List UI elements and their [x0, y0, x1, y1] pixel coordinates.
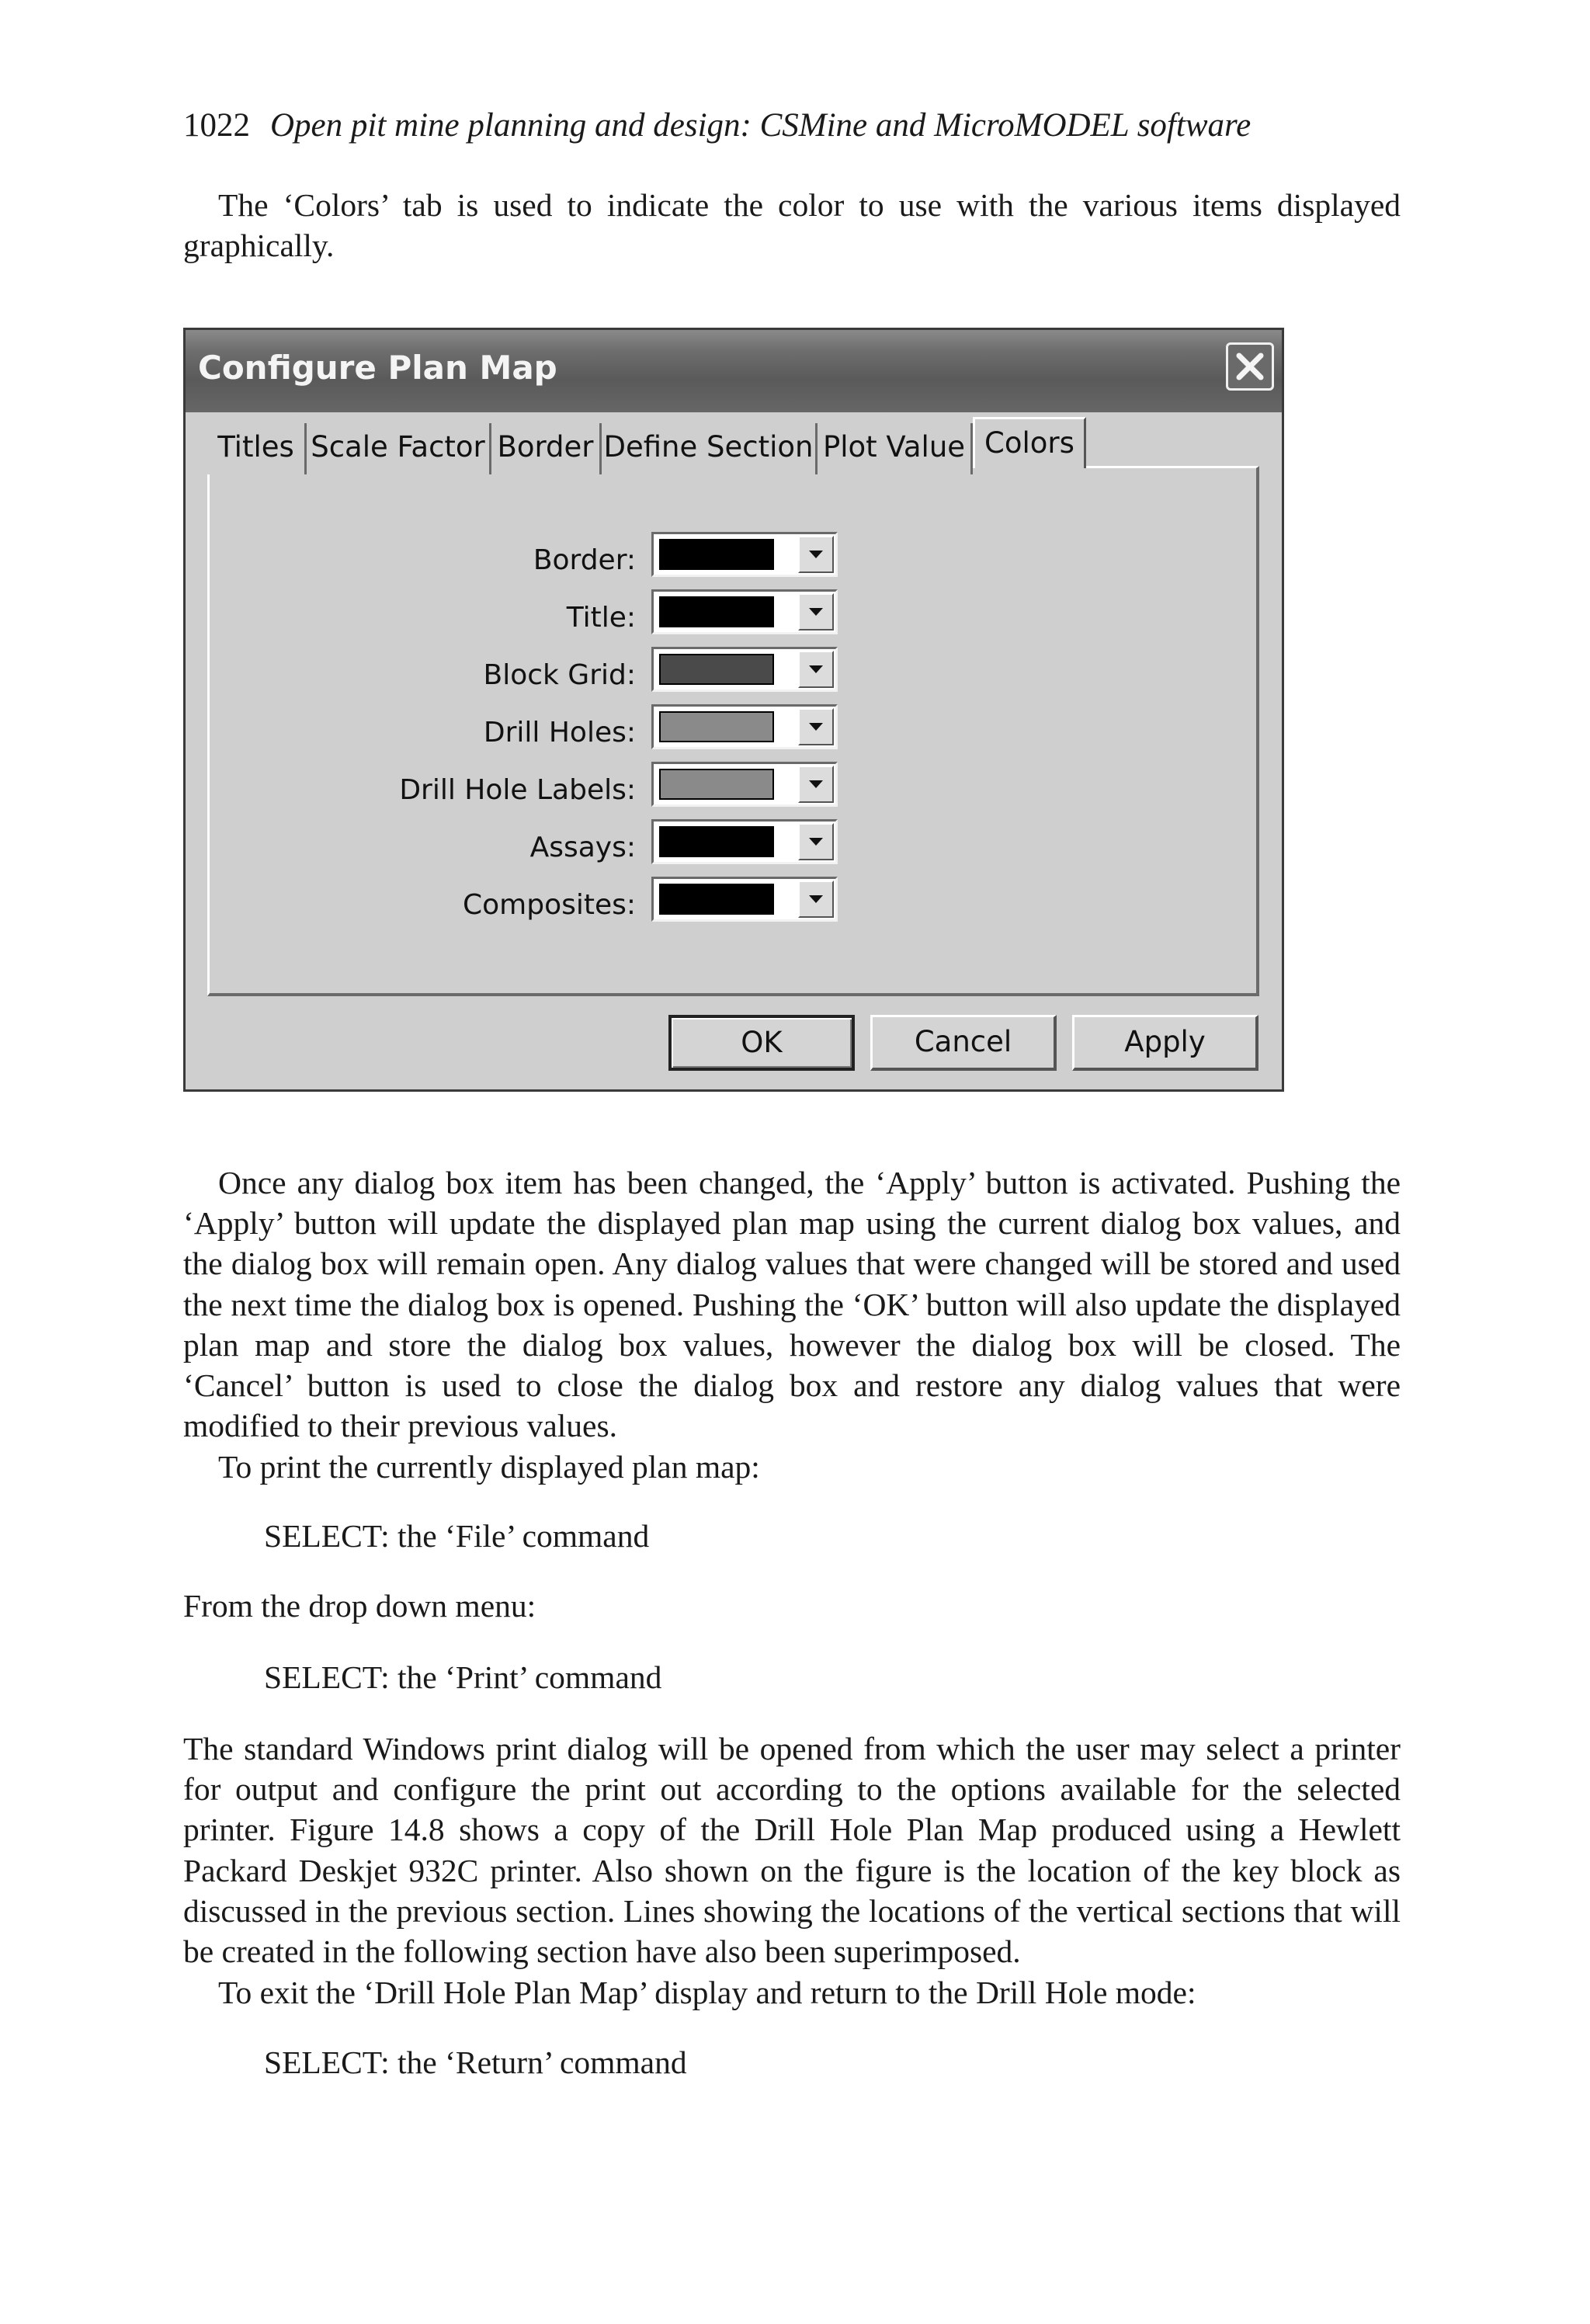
dialog-title: Configure Plan Map [198, 349, 557, 387]
border-color-select[interactable] [651, 532, 838, 577]
chevron-down-icon[interactable] [798, 881, 834, 918]
command-return: SELECT: the ‘Return’ command [264, 2044, 687, 2080]
tab-border[interactable]: Border [491, 423, 602, 474]
drill-holes-color-select[interactable] [651, 704, 838, 749]
command-file: SELECT: the ‘File’ command [264, 1518, 650, 1554]
label-drill-holes-color: Drill Holes: [483, 717, 636, 749]
assays-color-select[interactable] [651, 819, 838, 864]
tab-define-section[interactable]: Define Section [602, 423, 818, 474]
paragraph-print-dialog: The standard Windows print dialog will be opened from which the user may select a printer for output and configure the print out according to the options available for the selected printer. Figure 14.8 shows a copy of the Drill Hole Plan Map produced using a Hewlett Packard Deskjet 932C printer. Also shown on the figure is the location of the key block as discussed in the previous section. Lines showing the locations of the vertical sections that will be created in the following section have also been superimposed. [183, 1731, 1401, 1970]
label-block-grid-color: Block Grid: [483, 659, 636, 691]
cancel-button[interactable]: Cancel [870, 1015, 1057, 1071]
tab-titles[interactable]: Titles [207, 423, 307, 474]
label-drill-hole-labels-color: Drill Hole Labels: [399, 774, 636, 806]
chevron-down-icon[interactable] [798, 708, 834, 745]
paragraph-dropdown: From the drop down menu: [183, 1588, 536, 1624]
tab-plot-value[interactable]: Plot Value [818, 423, 973, 474]
tab-colors[interactable]: Colors [973, 417, 1086, 468]
configure-plan-map-dialog [183, 328, 1284, 1092]
chevron-down-icon[interactable] [798, 536, 834, 573]
page-number: 1022 [183, 107, 250, 144]
label-title-color: Title: [566, 602, 636, 634]
ok-button[interactable]: OK [668, 1015, 855, 1071]
label-assays-color: Assays: [529, 832, 636, 863]
label-composites-color: Composites: [462, 889, 636, 921]
color-swatch [659, 539, 774, 570]
chevron-down-icon[interactable] [798, 651, 834, 688]
color-swatch [659, 769, 774, 800]
paragraph-print-intro: To print the currently displayed plan map: [218, 1449, 760, 1485]
command-print: SELECT: the ‘Print’ command [264, 1659, 662, 1695]
close-button[interactable] [1226, 342, 1274, 391]
paragraph-exit: To exit the ‘Drill Hole Plan Map’ display and return to the Drill Hole mode: [218, 1975, 1196, 2010]
running-header [183, 102, 1251, 149]
color-swatch [659, 711, 774, 742]
apply-button[interactable]: Apply [1072, 1015, 1258, 1071]
title-color-select[interactable] [651, 589, 838, 634]
block-grid-color-select[interactable] [651, 647, 838, 692]
intro-paragraph: The ‘Colors’ tab is used to indicate the color to use with the various items displayed graphically. [183, 187, 1401, 264]
color-swatch [659, 884, 774, 915]
chevron-down-icon[interactable] [798, 766, 834, 803]
running-title: Open pit mine planning and design: CSMine and MicroMODEL software [270, 107, 1252, 144]
chevron-down-icon[interactable] [798, 823, 834, 860]
color-swatch [659, 596, 774, 627]
label-border-color: Border: [533, 544, 636, 576]
chevron-down-icon[interactable] [798, 593, 834, 631]
paragraph-apply: Once any dialog box item has been changed, the ‘Apply’ button is activated. Pushing the ‘Apply’ button will update the displayed plan map using the current dialog box values, and the dialog box will remain open. Any dialog values that were changed will be stored and used the next time the dialog box is opened. Pushing the ‘OK’ button will also update the displayed plan map and store the dialog box values, however the dialog box will be closed. The ‘Cancel’ button is used to close the dialog box and restore any dialog values that were modified to their previous values. [183, 1165, 1401, 1444]
dialog-titlebar [186, 330, 1282, 412]
close-icon [1228, 345, 1272, 388]
color-swatch [659, 654, 774, 685]
tab-scale-factor[interactable]: Scale Factor [307, 423, 491, 474]
composites-color-select[interactable] [651, 877, 838, 922]
drill-hole-labels-color-select[interactable] [651, 762, 838, 807]
color-swatch [659, 826, 774, 857]
